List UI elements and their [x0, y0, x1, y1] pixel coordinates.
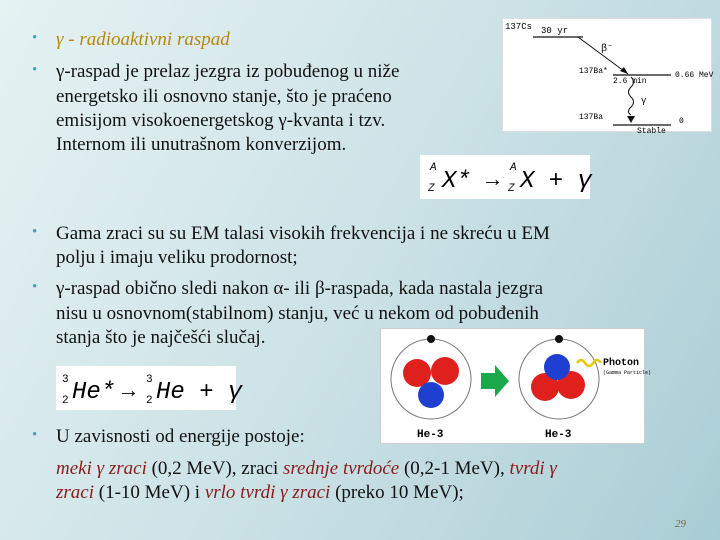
eq2-left-sym: He*: [72, 379, 116, 406]
equation-gamma-decay: [420, 155, 593, 199]
p1-line: emisijom visokoenergetskog γ-kvanta i tzv.: [56, 110, 386, 131]
p4-text: (1-10 MeV) i: [94, 482, 205, 503]
soft-gamma: meki γ zraci: [56, 458, 147, 479]
p3-line: stanja što je najčešći slučaj.: [56, 327, 266, 348]
eq2-right-sub: 2: [146, 395, 153, 407]
p2-line: Gama zraci su su EM talasi visokih frekvencija i ne skreću u EM: [56, 223, 550, 244]
bullet-dot: •: [32, 427, 38, 443]
eq1-right-sym: X + γ: [520, 168, 593, 195]
p4-line-1: [56, 457, 557, 480]
beta-label: β⁻: [601, 44, 614, 55]
p1-line: γ-raspad je prelaz jezgra iz pobuđenog u niže: [56, 61, 400, 82]
photon-icon: [577, 360, 601, 366]
p1-line: Internom ili unutrašnom konverzijom.: [56, 134, 347, 155]
neutron-icon: [544, 354, 570, 380]
eq2-right-sym: He + γ: [156, 379, 243, 406]
very-hard-gamma: vrlo tvrdi γ zraci: [204, 482, 331, 503]
bullet-dot: •: [32, 30, 38, 46]
photon-label: Photon: [603, 358, 640, 369]
p1-line: energetsko ili osnovno stanje, što je praćeno: [56, 86, 392, 107]
p2-line: polju i imaju veliku prodornost;: [56, 247, 298, 268]
ba-star-label: 137Ba*: [579, 67, 608, 76]
bullet-dot: •: [32, 224, 38, 240]
eq1-left-sup: A: [430, 162, 437, 174]
left-atom-label: He-3: [417, 429, 444, 441]
energy-0: 0: [679, 117, 684, 126]
half-life-2: 2.6 min: [613, 77, 647, 86]
bullet-dot: •: [32, 62, 38, 78]
neutron-icon: [418, 382, 444, 408]
eq1-left-sym: X*: [442, 168, 471, 195]
eq2-arrow: →: [122, 379, 136, 404]
equation-helium: [56, 366, 243, 410]
slide-title: γ - radioaktivni raspad: [56, 29, 230, 50]
bullet-dot: •: [32, 279, 38, 295]
p4-text: (0,2-1 MeV),: [399, 458, 510, 479]
ba-label: 137Ba: [579, 113, 604, 122]
stable-label: Stable: [637, 127, 666, 136]
hard-gamma-cont: zraci: [56, 482, 94, 503]
eq2-left-sup: 3: [62, 374, 69, 386]
p4-intro: U zavisnosti od energije postoje:: [56, 426, 305, 447]
eq1-arrow: →: [486, 168, 500, 193]
p4-line-2: [56, 481, 464, 504]
p4-text: (0,2 MeV), zraci: [146, 458, 283, 479]
electron-icon: [427, 335, 435, 343]
photon-sub: (Gamma Particle): [603, 370, 652, 376]
medium-gamma: srednje tvrdoće: [282, 458, 400, 479]
eq2-right-sup: 3: [146, 374, 153, 386]
page-number: 29: [675, 518, 686, 530]
half-life-1: 30 yr: [541, 26, 569, 36]
electron-icon: [555, 335, 563, 343]
eq1-right-sub: Z: [508, 183, 515, 195]
p3-line: nisu u osnovnom(stabilnom) stanju, već u nekom od pobuđenih: [56, 303, 539, 324]
eq1-left-sub: Z: [428, 183, 435, 195]
eq1-right-sup: A: [510, 162, 517, 174]
cs-label: 137Cs: [505, 22, 533, 32]
p3-line: γ-raspad obično sledi nakon α- ili β-raspada, kada nastala jezgra: [56, 278, 543, 299]
decay-scheme-diagram: [502, 18, 714, 136]
gamma-label: γ: [641, 96, 647, 106]
arrow-icon: [481, 365, 509, 397]
p4-text: (preko 10 MeV);: [330, 482, 464, 503]
energy-1: 0.66 MeV: [675, 71, 714, 80]
helium-atom-figure: [380, 328, 652, 444]
eq2-left-sub: 2: [62, 395, 69, 407]
proton-icon: [431, 357, 459, 385]
right-atom-label: He-3: [545, 429, 572, 441]
hard-gamma: tvrdi γ: [509, 458, 557, 479]
